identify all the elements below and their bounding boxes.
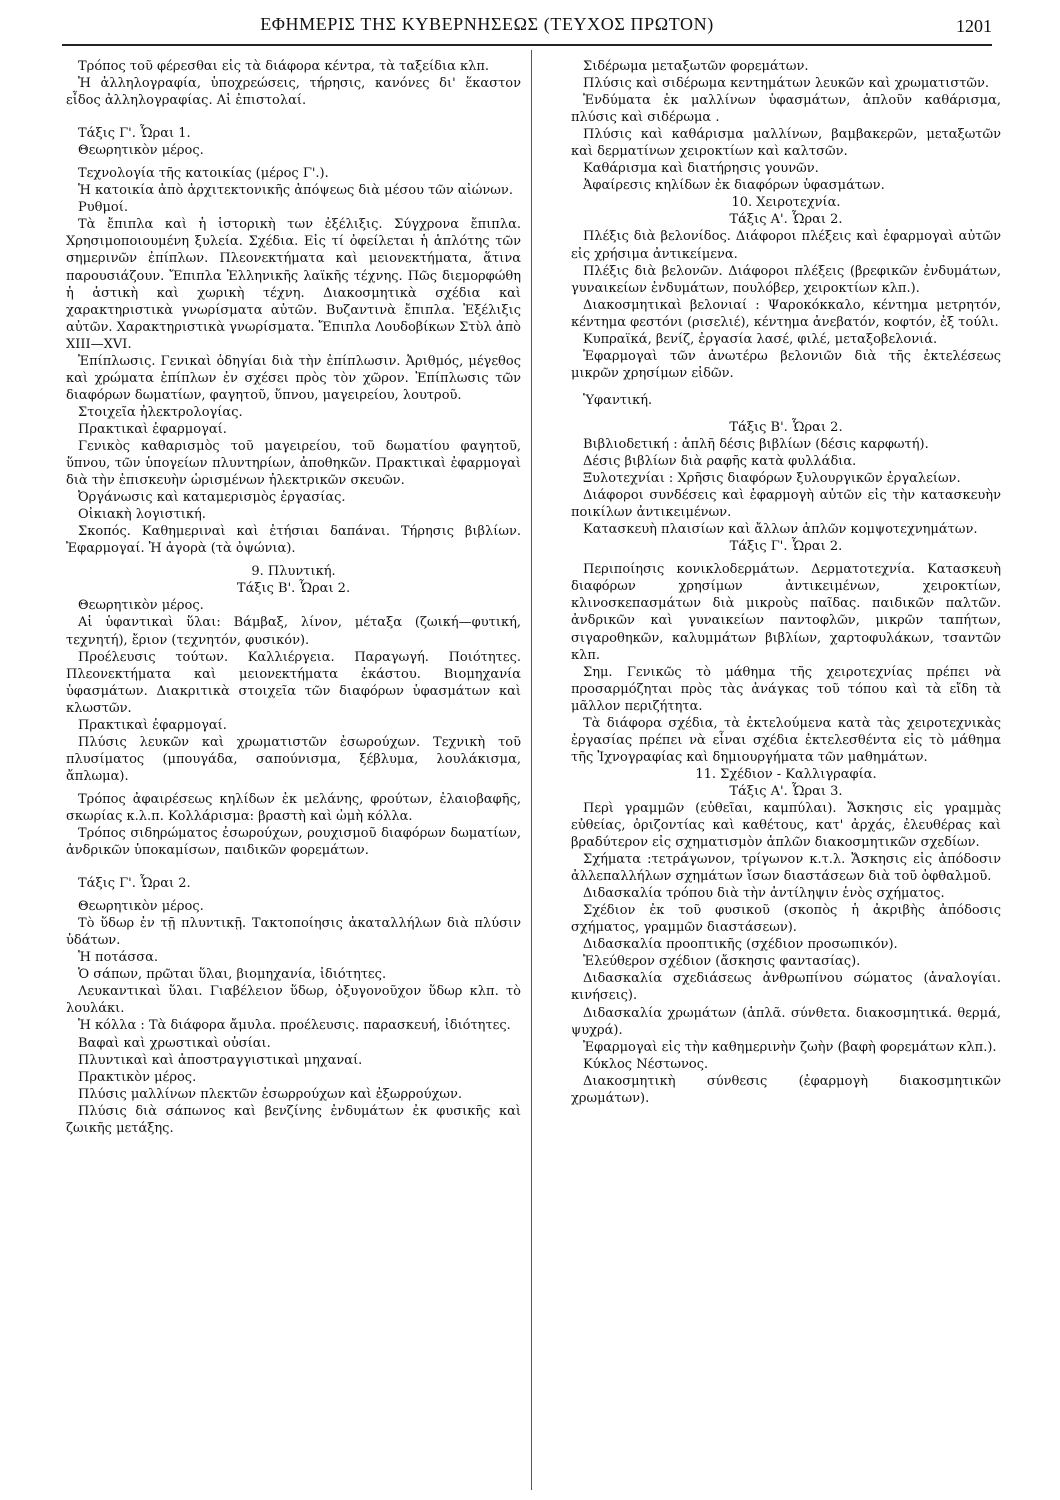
- class-heading: Τάξις Β'. Ὧραι 2.: [729, 419, 843, 435]
- paragraph: Τρόπος σιδηρώματος ἐσωρούχων, ρουχισμοῦ διαφόρων δωματίων, ἀνδρικῶν ὑποκαμίσων, παιδικῶν φορεμάτων.: [66, 826, 521, 859]
- paragraph: Σημ. Γενικῶς τὸ μάθημα τῆς χειροτεχνίας πρέπει νὰ προσαρμόζηται πρὸς τὰς ἀνάγκας τοῦ τόπου καὶ τὰ εἴδη τὰ μᾶλλον περιζήτητα.: [571, 664, 1001, 714]
- header-divider: [62, 44, 992, 46]
- paragraph: Περιποίησις κονικλοδερμάτων. Δερματοτεχνία. Κατασκευὴ διαφόρων χρησίμων ἀντικειμένων, χειροκτίων, κλινοσκεπασμάτων διὰ μικροὺς παῖδας. παιδικῶν παλτῶν. ἀνδρικῶν καὶ γυναικείων παντοφλῶν, μικρῶν ταπήτων, σιγαροθηκῶν, καλυμμάτων βιβλίων, χαρτοφυλάκων, τσαντῶν κλπ.: [571, 562, 1001, 663]
- paragraph: Ἀφαίρεσις κηλίδων ἐκ διαφόρων ὑφασμάτων.: [583, 178, 885, 194]
- page-title: ΕΦΗΜΕΡΙΣ ΤΗΣ ΚΥΒΕΡΝΗΣΕΩΣ (ΤΕΥΧΟΣ ΠΡΩΤΟΝ): [260, 14, 714, 34]
- paragraph: Πλέξις διὰ βελονῶν. Διάφοροι πλέξεις (βρεφικῶν ἐνδυμάτων, γυναικείων ἐνδυμάτων, πουλόβερ, χειροκτίων κλπ.).: [571, 263, 1001, 296]
- class-heading: Τάξις Α'. Ὧραι 2.: [729, 212, 843, 228]
- section-heading: 9. Πλυντική.: [251, 564, 336, 580]
- class-heading: Τάξις Γ'. Ὧραι 1.: [78, 126, 191, 142]
- paragraph: Πλύσις διὰ σάπωνος καὶ βενζίνης ἐνδυμάτων ἐκ φυσικῆς καὶ ζωικῆς μετάξης.: [66, 1103, 521, 1136]
- paragraph: Ξυλοτεχνίαι : Χρῆσις διαφόρων ξυλουργικῶν ἐργαλείων.: [583, 471, 961, 487]
- paragraph: Σχέδιον ἐκ τοῦ φυσικοῦ (σκοπὸς ἡ ἀκριβὴς ἀπόδοσις σχήματος, γραμμῶν διαστάσεων).: [571, 903, 1001, 936]
- paragraph: Διδασκαλία σχεδιάσεως ἀνθρωπίνου σώματος (ἀναλογίαι. κινήσεις).: [571, 971, 1001, 1004]
- page-header: [62, 14, 992, 44]
- class-heading: Τάξις Γ'. Ὧραι 2.: [78, 876, 191, 892]
- paragraph: Περὶ γραμμῶν (εὐθεῖαι, καμπύλαι). Ἄσκησις εἰς γραμμὰς εὐθείας, ὁριζοντίας καὶ καθέτους, κατ' ἀρχάς, ἐλευθέρας καὶ βραδύτερον εἰς σχηματισμὸν ἁπλῶν διακοσμητικῶν σχεδίων.: [571, 800, 1001, 851]
- paragraph: Ἐφαρμογαὶ εἰς τὴν καθημερινὴν ζωὴν (βαφὴ φορεμάτων κλπ.).: [583, 1039, 997, 1055]
- paragraph: Λευκαντικαὶ ὕλαι. Γιαβέλειον ὕδωρ, ὀξυγονοῦχον ὕδωρ κλπ. τὸ λουλάκι.: [66, 984, 521, 1017]
- paragraph: Βαφαὶ καὶ χρωστικαὶ οὐσίαι.: [78, 1035, 271, 1051]
- paragraph: Ἡ κατοικία ἀπὸ ἀρχιτεκτονικῆς ἀπόψεως διὰ μέσου τῶν αἰώνων.: [78, 183, 513, 199]
- paragraph: Σχήματα :τετράγωνον, τρίγωνον κ.τ.λ. Ἄσκησις εἰς ἀπόδοσιν ἀλλεπαλλήλων σχημάτων ἴσων διαστάσεων διὰ τοῦ ὀφθαλμοῦ.: [571, 852, 1001, 885]
- paragraph: Τρόπος ἀφαιρέσεως κηλίδων ἐκ μελάνης, φρούτων, ἐλαιοβαφῆς, σκωρίας κ.λ.π. Κολλάρισμα: βραστὴ καὶ ὠμὴ κόλλα.: [66, 791, 521, 824]
- paragraph: Κατασκευὴ πλαισίων καὶ ἄλλων ἁπλῶν κομψοτεχνημάτων.: [583, 522, 978, 538]
- section-heading: 11. Σχέδιον - Καλλιγραφία.: [695, 766, 877, 782]
- paragraph: Δέσις βιβλίων διὰ ραφῆς κατὰ φυλλάδια.: [583, 454, 857, 470]
- paragraph: Ρυθμοί.: [78, 200, 128, 216]
- paragraph: Ἡ ποτάσσα.: [78, 950, 159, 966]
- paragraph: Πλύσις καὶ καθάρισμα μαλλίνων, βαμβακερῶν, μεταξωτῶν καὶ δερματίνων χειροκτίων καὶ καλτσῶν.: [571, 127, 1001, 160]
- column-divider: [531, 50, 532, 1490]
- paragraph: Πλύσις καὶ σιδέρωμα κεντημάτων λευκῶν καὶ χρωματιστῶν.: [583, 76, 990, 92]
- class-heading: Τάξις Β'. Ὧραι 2.: [236, 581, 351, 597]
- paragraph: Πλέξις διὰ βελονίδος. Διάφοροι πλέξεις καὶ ἐφαρμογαὶ αὐτῶν εἰς χρήσιμα ἀντικείμενα.: [571, 229, 1001, 262]
- paragraph: Θεωρητικὸν μέρος.: [78, 143, 204, 159]
- paragraph: Σιδέρωμα μεταξωτῶν φορεμάτων.: [583, 59, 809, 74]
- paragraph: Διδασκαλία τρόπου διὰ τὴν ἀντίληψιν ἑνὸς σχήματος.: [583, 886, 945, 902]
- paragraph: Πλύσις λευκῶν καὶ χρωματιστῶν ἐσωρούχων. Τεχνικὴ τοῦ πλυσίματος (μπουγάδα, σαπούνισμα, ξέβλυμα, λουλάκισμα, ἄπλωμα).: [66, 734, 521, 784]
- paragraph: Βιβλιοδετική : ἁπλῆ δέσις βιβλίων (δέσις καρφωτή).: [583, 436, 929, 452]
- paragraph: Καθάρισμα καὶ διατήρησις γουνῶν.: [583, 161, 819, 177]
- paragraph: Κυπραϊκά, βενίζ, ἐργασία λασέ, φιλέ, μεταξοβελονιά.: [583, 331, 938, 347]
- paragraph: Ὑφαντική.: [583, 392, 653, 408]
- class-heading: Τάξις Γ'. Ὧραι 2.: [729, 539, 843, 555]
- paragraph: Διακοσμητικὴ σύνθεσις (ἐφαρμογὴ διακοσμητικῶν χρωμάτων).: [571, 1073, 1001, 1106]
- class-heading: Τάξις Α'. Ὧραι 3.: [729, 783, 843, 799]
- paragraph: Ἡ κόλλα : Τὰ διάφορα ἄμυλα. προέλευσις. παρασκευή, ἰδιότητες.: [78, 1018, 511, 1034]
- paragraph: Πλυντικαὶ καὶ ἀποστραγγιστικαὶ μηχαναί.: [78, 1052, 363, 1068]
- page-number: 1201: [956, 16, 992, 36]
- paragraph: Σκοπός. Καθημεριναὶ καὶ ἐτήσιαι δαπάναι. Τήρησις βιβλίων. Ἐφαρμογαί. Ἡ ἀγορὰ (τὰ ὀψώνια).: [66, 524, 521, 557]
- paragraph: Ὁ σάπων, πρῶται ὕλαι, βιομηχανία, ἰδιότητες.: [78, 967, 387, 983]
- paragraph: Ἡ ἀλληλογραφία, ὑποχρεώσεις, τήρησις, κανόνες δι' ἕκαστον εἶδος ἀλληλογραφίας. Αἱ ἐπιστολαί.: [66, 76, 521, 109]
- paragraph: Προέλευσις τούτων. Καλλιέργεια. Παραγωγή. Ποιότητες. Πλεονεκτήματα καὶ μειονεκτήματα ἑκάστου. Βιομηχανία ὑφασμάτων. Διακριτικὰ στοιχεῖα τῶν διαφόρων ὑφασμάτων καὶ κλωστῶν.: [66, 649, 521, 716]
- paragraph: Ἐνδύματα ἐκ μαλλίνων ὑφασμάτων, ἁπλοῦν καθάρισμα, πλύσις καὶ σιδέρωμα .: [571, 93, 1001, 126]
- paragraph: Πρακτικαὶ ἐφαρμογαί.: [78, 421, 227, 437]
- paragraph: Ὀργάνωσις καὶ καταμερισμὸς ἐργασίας.: [78, 490, 346, 506]
- paragraph: Πρακτικαὶ ἐφαρμογαί.: [78, 717, 227, 733]
- paragraph: Οἰκιακὴ λογιστική.: [78, 507, 206, 523]
- left-column: [66, 58, 521, 1137]
- paragraph: Τὰ ἔπιπλα καὶ ἡ ἱστορικὴ των ἐξέλιξις. Σύγχρονα ἔπιπλα. Χρησιμοποιουμένη ξυλεία. Σχέδια. Εἰς τί ὀφείλεται ἡ ἁπλότης τῶν σημερινῶν ἐπίπλων. Πλεονεκτήματα καὶ μειονεκτήματα, ἅτινα παρουσιάζουν. Ἔπιπλα Ἑλληνικῆς λαϊκῆς τέχνης. Πῶς διεμορφώθη ἡ ἀστικὴ καὶ χωρικὴ τέχνη. Διακοσμητικὰ σχέδια καὶ χαρακτηριστικὰ γνωρίσματα αὐτῶν. Βυζαντινὰ ἔπιπλα. Ἐξέλιξις αὐτῶν. Χαρακτηριστικὰ γνωρίσματα. Ἔπιπλα Λουδοβίκων Στὺλ ἀπὸ XIII—XVI.: [66, 217, 521, 352]
- paragraph: Διδασκαλία χρωμάτων (ἁπλᾶ. σύνθετα. διακοσμητικά. θερμά, ψυχρά).: [571, 1005, 1001, 1038]
- paragraph: Πρακτικὸν μέρος.: [78, 1069, 197, 1085]
- paragraph: Ἐφαρμογαὶ τῶν ἀνωτέρω βελονιῶν διὰ τῆς ἐκτελέσεως μικρῶν χρησίμων εἰδῶν.: [571, 348, 1001, 381]
- paragraph: Θεωρητικὸν μέρος.: [78, 899, 204, 915]
- right-column: [571, 58, 1001, 1107]
- paragraph: Διάφοροι συνδέσεις καὶ ἐφαρμογὴ αὐτῶν εἰς τὴν κατασκευὴν ποικίλων ἀντικειμένων.: [571, 488, 1001, 521]
- paragraph: Πλύσις μαλλίνων πλεκτῶν ἐσωρρούχων καὶ ἐξωρρούχων.: [78, 1086, 463, 1102]
- paragraph: Στοιχεῖα ἠλεκτρολογίας.: [78, 404, 243, 420]
- paragraph: Ἐπίπλωσις. Γενικαὶ ὁδηγίαι διὰ τὴν ἐπίπλωσιν. Ἀριθμός, μέγεθος καὶ χρώματα ἐπίπλων ἐν σχέσει πρὸς τὸν χῶρον. Ἐπίπλωσις τῶν διαφόρων δωματίων, φαγητοῦ, ὕπνου, μαγειρείου, λουτροῦ.: [66, 353, 521, 403]
- section-heading: 10. Χειροτεχνία.: [731, 195, 841, 211]
- paragraph: Τὰ διάφορα σχέδια, τὰ ἐκτελούμενα κατὰ τὰς χειροτεχνικὰς ἐργασίας πρέπει νὰ εἶναι σχέδια ἐκτελεσθέντα εἰς τὸ μάθημα τῆς Ἰχνογραφίας καὶ δημιουργήματα τῶν μαθημάτων.: [571, 715, 1001, 765]
- paragraph: Γενικὸς καθαρισμὸς τοῦ μαγειρείου, τοῦ δωματίου φαγητοῦ, ὕπνου, τῶν ὑπογείων πλυντηρίων, ἀποθηκῶν. Πρακτικαὶ ἐφαρμογαὶ διὰ τὴν ἐπισκευὴν ὡρισμένων ἠλεκτρικῶν σκευῶν.: [66, 438, 521, 489]
- paragraph: Θεωρητικὸν μέρος.: [78, 598, 204, 614]
- paragraph: Αἱ ὑφαντικαὶ ὕλαι: Βάμβαξ, λίνον, μέταξα (ζωική—φυτική, τεχνητή), ἔριον (τεχνητόν, φυσικόν).: [66, 615, 521, 648]
- paragraph: Τὸ ὕδωρ ἐν τῇ πλυντικῇ. Τακτοποίησις ἀκαταλλήλων διὰ πλύσιν ὑδάτων.: [66, 916, 521, 949]
- paragraph: Διδασκαλία προοπτικῆς (σχέδιον προσωπικόν).: [583, 937, 898, 953]
- paragraph: Τεχνολογία τῆς κατοικίας (μέρος Γ'.).: [78, 166, 329, 182]
- paragraph: Διακοσμητικαὶ βελονιαί : Ψαροκόκκαλο, κέντημα μετρητόν, κέντημα φεστόνι (ρισελιέ), κέντημα ἀνεβατόν, κοφτόν, ἐξ τούλι.: [571, 297, 1001, 330]
- paragraph: Τρόπος τοῦ φέρεσθαι εἰς τὰ διάφορα κέντρα, τὰ ταξείδια κλπ.: [78, 59, 490, 74]
- paragraph: Ἐλεύθερον σχέδιον (ἄσκησις φαντασίας).: [583, 954, 861, 970]
- paragraph: Κύκλος Νέστωνος.: [583, 1056, 709, 1072]
